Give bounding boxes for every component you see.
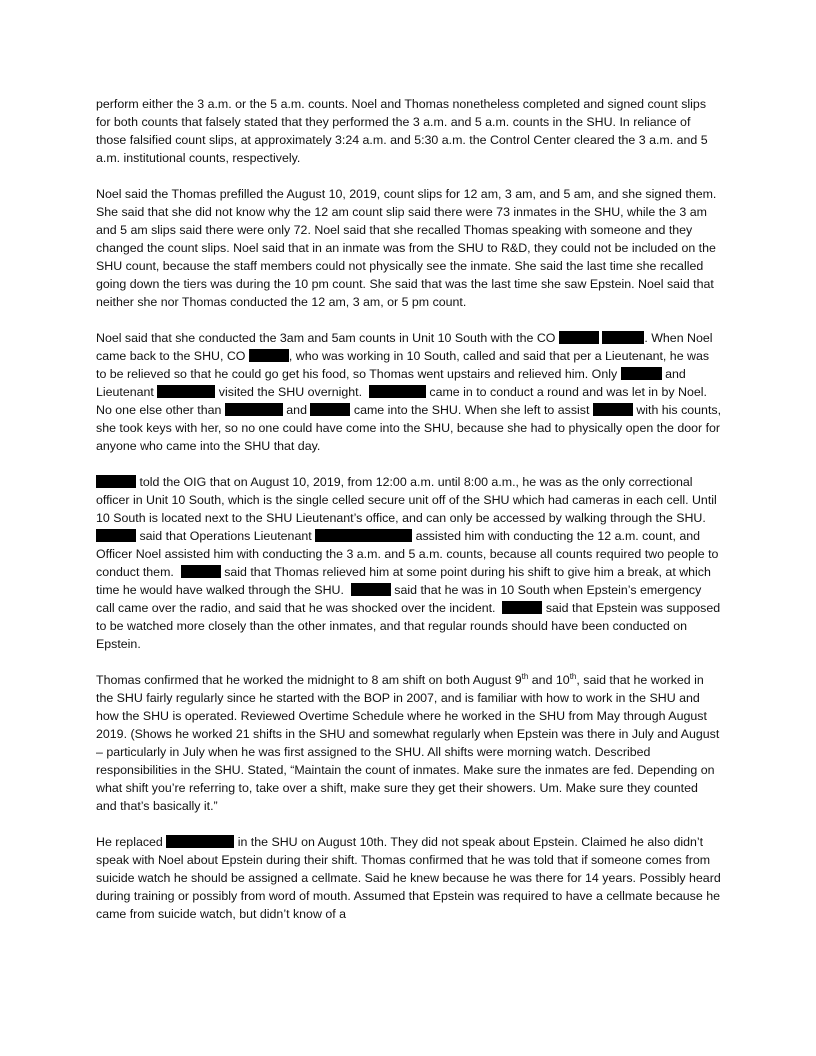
paragraph-text: Noel said that she conducted the 3am and 5am counts in Unit 10 South with the CO xyxy=(96,331,556,345)
paragraph-noel-prefilled xyxy=(96,185,722,311)
paragraph-noel-unit-10-south xyxy=(96,329,722,455)
redaction-block xyxy=(249,349,289,362)
superscript: th xyxy=(569,671,577,681)
paragraph-text: Noel said the Thomas prefilled the August 10, 2019, count slips for 12 am, 3 am, and 5 am, and she signed them. She said that she did not know why the 12 am count slip said there were 73 inmates in the SHU, while the 3 am and 5 am slips said there were only 72. Noel said that she recalled Thomas speaking with someone and they changed the count slips. Noel said that in an inmate was from the SHU to R&D, they could not be included on the SHU count, because the staff members could not physically see the inmate. She said the last time she recalled going down the tiers was during the 10 pm count. She said that was the last time she saw Epstein. Noel said that neither she nor Thomas conducted the 12 am, 3 am, or 5 pm count. xyxy=(96,187,717,309)
paragraph-text: came in to conduct a round and was let in by Noel. No one else other than xyxy=(96,385,707,417)
paragraph-text: Thomas confirmed that he worked the midnight to 8 am shift on both August 9 xyxy=(96,673,522,687)
paragraph-text: said that Thomas relieved him at some point during his shift to give him a break, at which time he would have walked through the SHU. xyxy=(96,565,711,597)
paragraph-text: , said that he worked in the SHU fairly regularly since he started with the BOP in 2007, and is familiar with how to work in the SHU and how the SHU is operated. Reviewed Overtime Schedule where he worked in the SHU from May through August 2019. (Shows he worked 21 shifts in the SHU and somewhat regularly when Epstein was there in July and August – particularly in July when he was first assigned to the SHU. All shifts were morning watch. Described responsibilities in the SHU. Stated, “Maintain the count of inmates. Make sure the inmates are fed. Depending on what shift you’re referring to, take over a shift, make sure they get their showers. Um. Make sure they counted and that’s basically it.” xyxy=(96,673,720,813)
redaction-block xyxy=(621,367,662,380)
redaction-block xyxy=(369,385,426,398)
redaction-block xyxy=(181,565,221,578)
superscript: th xyxy=(521,671,529,681)
redaction-block xyxy=(96,529,136,542)
redaction-block xyxy=(502,601,542,614)
paragraph-text: came into the SHU. When she left to assist xyxy=(353,403,590,417)
redaction-block xyxy=(96,475,136,488)
paragraph-text: in the SHU on August 10th. They did not speak about Epstein. Claimed he also didn’t speak with Noel about Epstein during their shift. Thomas confirmed that he was told that if someone comes from suicide watch he should be assigned a cellmate. Said he knew because he was there for 14 years. Possibly heard during training or possibly from word of mouth. Assumed that Epstein was required to have a cellmate because he came from suicide watch, but didn’t know of a xyxy=(96,835,721,921)
redaction-block xyxy=(351,583,391,596)
paragraph-text: visited the SHU overnight. xyxy=(218,385,363,399)
paragraph-text: He replaced xyxy=(96,835,163,849)
paragraph-text: with his counts, she took keys with her, so no one could have come into the SHU, because she had to physically open the door for anyone who came into the SHU that day. xyxy=(96,403,722,453)
redaction-block xyxy=(315,529,412,542)
paragraph-oig-interview xyxy=(96,473,722,653)
paragraph-count-slips xyxy=(96,95,722,167)
paragraph-text: . When Noel came back to the SHU, CO xyxy=(96,331,713,363)
redaction-block xyxy=(559,331,599,344)
paragraph-text: said that Operations Lieutenant xyxy=(139,529,312,543)
redaction-block xyxy=(310,403,350,416)
paragraph-text: told the OIG that on August 10, 2019, from 12:00 a.m. until 8:00 a.m., he was as the only correctional officer in Unit 10 South, which is the single celled secure unit off of the SHU which had cameras in each cell. Until 10 South is located next to the SHU Lieutenant’s office, and can only be accessed by walking through the SHU. xyxy=(96,475,717,525)
redaction-block xyxy=(157,385,215,398)
paragraph-text: perform either the 3 a.m. or the 5 a.m. counts. Noel and Thomas nonetheless completed and signed count slips for both counts that falsely stated that they performed the 3 a.m. and 5 a.m. counts in the SHU. In reliance of those falsified count slips, at approximately 3:24 a.m. and 5:30 a.m. the Control Center cleared the 3 a.m. and 5 a.m. institutional counts, respectively. xyxy=(96,97,708,165)
redaction-block xyxy=(593,403,633,416)
paragraph-text: said that Epstein was supposed to be watched more closely than the other inmates, and that regular rounds should have been conducted on Epstein. xyxy=(96,601,721,651)
redaction-block xyxy=(225,403,283,416)
paragraph-text: assisted him with conducting the 12 a.m. count, and Officer Noel assisted him with conducting the 3 a.m. and 5 a.m. counts, because all counts required two people to conduct them. xyxy=(96,529,719,579)
redaction-block xyxy=(166,835,234,848)
paragraph-text: and xyxy=(286,403,307,417)
paragraph-text: said that he was in 10 South when Epstein’s emergency call came over the radio, and said that he was shocked over the incident. xyxy=(96,583,702,615)
paragraph-text: , who was working in 10 South, called and said that per a Lieutenant, he was to be relieved so that he could go get his food, so Thomas went upstairs and relieved him. Only xyxy=(96,349,710,381)
paragraph-text: and 10 xyxy=(531,673,570,687)
redaction-block xyxy=(602,331,644,344)
paragraph-thomas-confirmed xyxy=(96,671,722,815)
paragraph-he-replaced xyxy=(96,833,722,923)
document-page xyxy=(96,95,722,923)
paragraph-text: and Lieutenant xyxy=(96,367,686,399)
